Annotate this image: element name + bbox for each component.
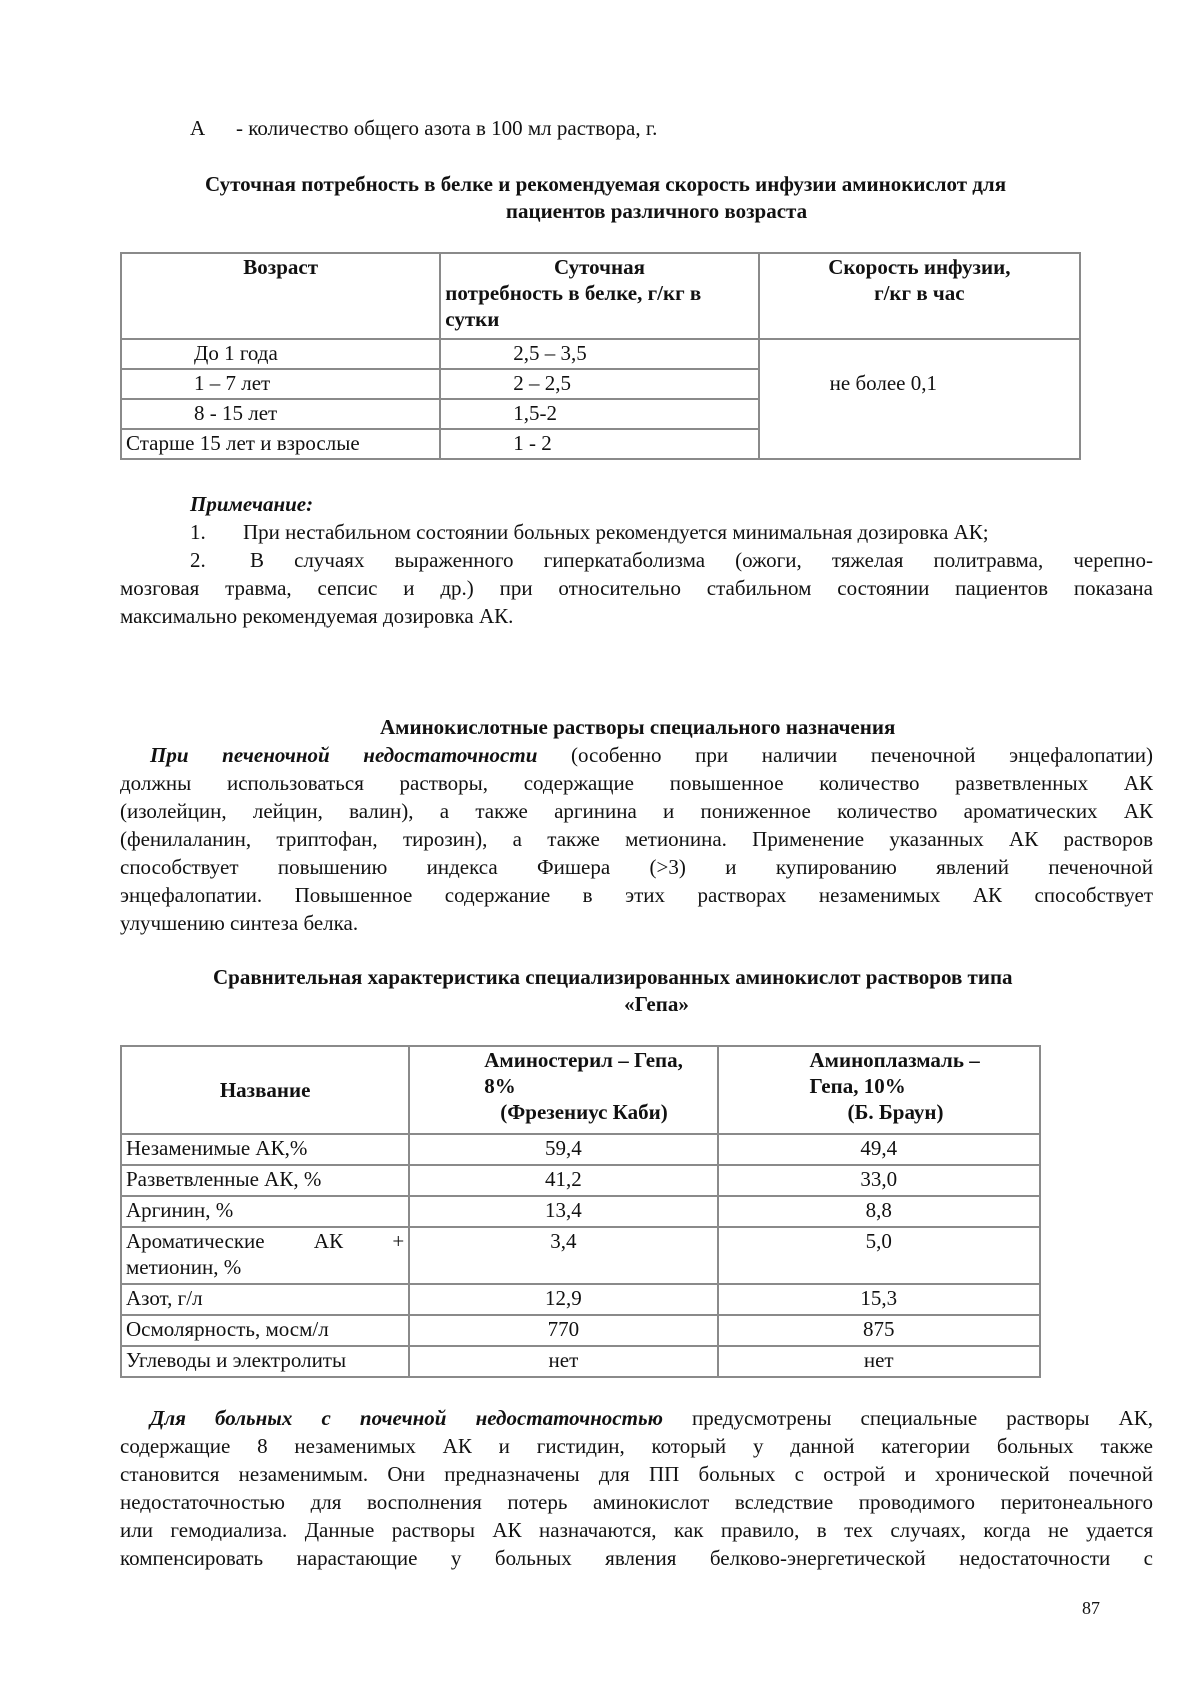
table2-header-col2-line1: Аминоплазмаль –: [809, 1048, 980, 1072]
table2-name-cell: Осмолярность, мосм/л: [121, 1315, 409, 1346]
section-p1-line1-rest: (особенно при наличии печеночной энцефалопатии): [537, 743, 1153, 767]
table-row: [121, 1196, 1040, 1227]
table2-name-part: +: [392, 1229, 405, 1253]
note-heading: Примечание:: [190, 492, 314, 516]
table1-header-need-line3: сутки: [445, 307, 500, 331]
table1-age-cell: До 1 года: [121, 339, 440, 369]
table2-value1-cell: 3,4: [409, 1227, 717, 1284]
table1-age-cell: Старше 15 лет и взрослые: [121, 429, 440, 459]
table1-title-line2: пациентов различного возраста: [505, 199, 808, 223]
table-row: [121, 1227, 1040, 1284]
table1-header-need-line1: Суточная: [553, 255, 645, 279]
table2-value2-cell: 15,3: [718, 1284, 1040, 1315]
table2-header-row: [121, 1046, 1040, 1134]
table2-value1-cell: 770: [409, 1315, 717, 1346]
table2-value2-cell: 8,8: [718, 1196, 1040, 1227]
table1-need-cell: 2,5 – 3,5: [440, 339, 758, 369]
table1-header-rate-line2: г/кг в час: [874, 281, 965, 305]
table2-value1-cell: 59,4: [409, 1134, 717, 1165]
table2-name-line2: метионин, %: [126, 1255, 242, 1279]
table2-name-cell: Незаменимые АК,%: [121, 1134, 409, 1165]
table-row: [121, 1134, 1040, 1165]
section-heading: Аминокислотные растворы специального назначения: [380, 715, 896, 739]
table2-value1-cell: 13,4: [409, 1196, 717, 1227]
table2-header-col2-line3: (Б. Браун): [847, 1100, 944, 1124]
note-item2-line2: мозговая травма, сепсис и др.) при относительно стабильном состоянии пациентов показана: [120, 576, 1153, 600]
table1-need-cell: 2 – 2,5: [440, 369, 758, 399]
section-p1-line: (изолейцин, лейцин, валин), а также аргинина и пониженное количество ароматических АК: [120, 799, 1153, 823]
table-row: [121, 1284, 1040, 1315]
hepa-comparison-table: [120, 1045, 1041, 1378]
note-item1-text: При нестабильном состоянии больных рекомендуется минимальная дозировка АК;: [243, 520, 989, 544]
table1-header-rate: [759, 253, 1080, 339]
table2-name-cell: Углеводы и электролиты: [121, 1346, 409, 1377]
table2-value1-cell: нет: [409, 1346, 717, 1377]
table2-title-line1: Сравнительная характеристика специализированных аминокислот растворов типа: [213, 965, 1013, 989]
kidney-line1: [150, 1404, 1153, 1432]
table2-value2-cell: 5,0: [718, 1227, 1040, 1284]
table1-need-cell: 1,5-2: [440, 399, 758, 429]
kidney-line: становится незаменимым. Они предназначены для ПП больных с острой и хронической почечной: [120, 1462, 1153, 1486]
kidney-line: недостаточностью для восполнения потерь аминокислот вследствие проводимого перитонеального: [120, 1490, 1153, 1514]
table1-rate-cell: не более 0,1: [759, 339, 1080, 459]
note-item1-number: 1.: [190, 520, 206, 544]
table2-value1-cell: 12,9: [409, 1284, 717, 1315]
kidney-lead: Для больных с почечной недостаточностью: [150, 1406, 663, 1430]
table2-name-part: Ароматические: [126, 1229, 265, 1253]
section-p1-line: способствует повышению индекса Фишера (>3) и купированию явлений печеночной: [120, 855, 1153, 879]
kidney-line: компенсировать нарастающие у больных явления белково-энергетической недостаточности с: [120, 1546, 1153, 1570]
table-row: [121, 1315, 1040, 1346]
table1-title-line1: Суточная потребность в белке и рекомендуемая скорость инфузии аминокислот для: [205, 172, 1007, 196]
table1-age-cell: 8 - 15 лет: [121, 399, 440, 429]
table-row: [121, 1346, 1040, 1377]
table2-name-cell: Аргинин, %: [121, 1196, 409, 1227]
table-row: [121, 1165, 1040, 1196]
table2-value1-cell: 41,2: [409, 1165, 717, 1196]
table2-title-line2: «Гепа»: [624, 992, 689, 1016]
table2-value2-cell: 33,0: [718, 1165, 1040, 1196]
note-item2-number: 2.: [190, 548, 206, 572]
section-p1-lead: При печеночной недостаточности: [150, 743, 538, 767]
kidney-line1-rest: предусмотрены специальные растворы АК,: [662, 1406, 1153, 1430]
table2-header-col2: [718, 1046, 1040, 1134]
table2-name-cell: Азот, г/л: [121, 1284, 409, 1315]
table2-value2-cell: 49,4: [718, 1134, 1040, 1165]
table1-header-rate-line1: Скорость инфузии,: [828, 255, 1011, 279]
table2-header-col1-line3: (Фрезениус Каби): [500, 1100, 668, 1124]
table2-value2-cell: нет: [718, 1346, 1040, 1377]
table2-header-name: Название: [121, 1046, 409, 1134]
table1-header-need-line2: потребность в белке, г/кг в: [445, 281, 702, 305]
table2-name-part: АК: [313, 1229, 344, 1253]
intro-text: - количество общего азота в 100 мл раствора, г.: [236, 116, 658, 140]
table1-header-age: Возраст: [121, 253, 440, 339]
table2-header-col1: [409, 1046, 717, 1134]
section-p1-line1: [150, 741, 1153, 769]
table2-header-col1-line2: 8%: [484, 1074, 516, 1098]
page-number: 87: [1082, 1598, 1100, 1618]
table2-name-cell: [121, 1227, 409, 1284]
section-p1-line: энцефалопатии. Повышенное содержание в этих растворах незаменимых АК способствует: [120, 883, 1153, 907]
table1-need-cell: 1 - 2: [440, 429, 758, 459]
table2-header-col2-line2: Гепа, 10%: [809, 1074, 906, 1098]
section-p1-last-line: улучшению синтеза белка.: [120, 911, 359, 935]
kidney-line: содержащие 8 незаменимых АК и гистидин, который у данной категории больных также: [120, 1434, 1153, 1458]
table2-value2-cell: 875: [718, 1315, 1040, 1346]
table2-name-line1: [126, 1228, 404, 1254]
table2-name-cell: Разветвленные АК, %: [121, 1165, 409, 1196]
protein-requirement-table: [120, 252, 1081, 460]
table1-age-cell: 1 – 7 лет: [121, 369, 440, 399]
section-p1-line: (фенилаланин, триптофан, тирозин), а также метионина. Применение указанных АК растворов: [120, 827, 1153, 851]
table2-header-col1-line1: Аминостерил – Гепа,: [484, 1048, 683, 1072]
intro-symbol: А: [190, 116, 206, 140]
table1-header-need: [440, 253, 758, 339]
note-item2-line1: В случаях выраженного гиперкатаболизма (ожоги, тяжелая политравма, черепно-: [250, 548, 1153, 572]
section-p1-line: должны использоваться растворы, содержащие повышенное количество разветвленных АК: [120, 771, 1153, 795]
table-row: [121, 339, 1080, 369]
kidney-line: или гемодиализа. Данные растворы АК назначаются, как правило, в тех случаях, когда не удается: [120, 1518, 1153, 1542]
table1-header-row: [121, 253, 1080, 339]
note-item2-line3: максимально рекомендуемая дозировка АК.: [120, 604, 514, 628]
